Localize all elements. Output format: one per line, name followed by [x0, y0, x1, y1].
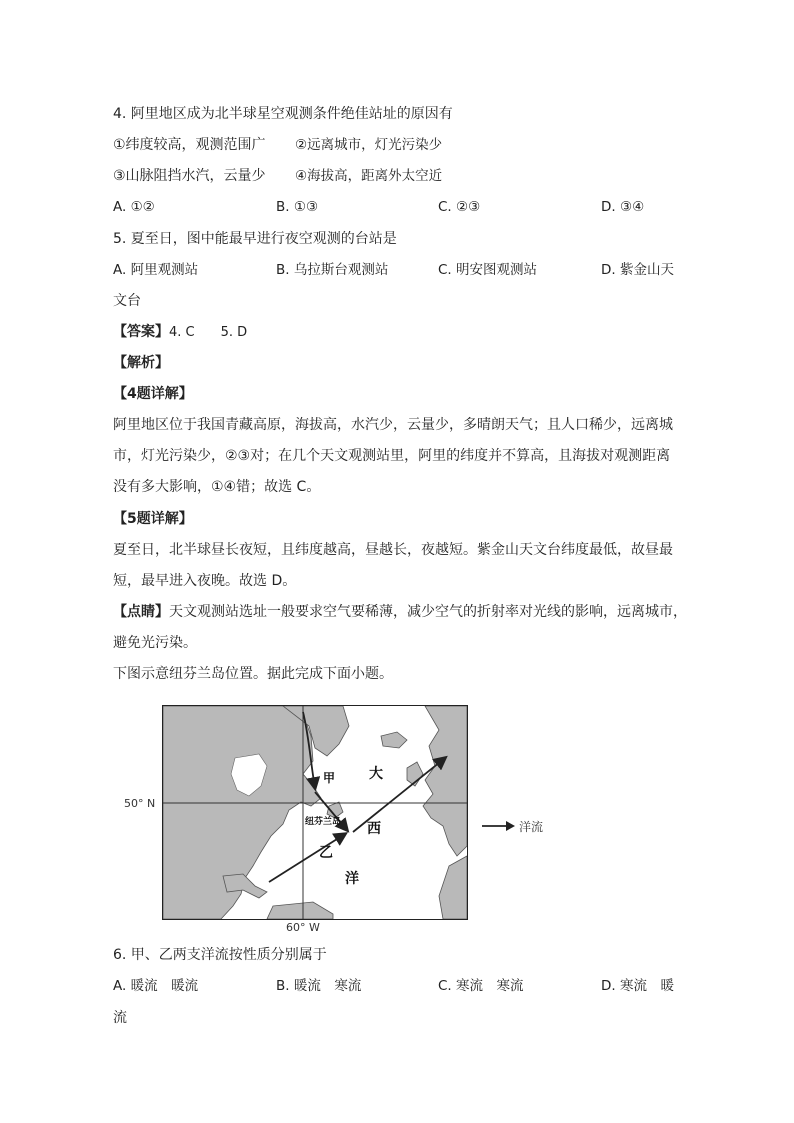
q4-item-2: ②远离城市，灯光污染少 — [295, 137, 443, 153]
answer-text: 4. C 5. D — [169, 325, 248, 340]
tip-text-1: 天文观测站选址一般要求空气要稀薄，减少空气的折射率对光线的影响，远离城市， — [169, 604, 687, 620]
q5-option-b: B. 乌拉斯台观测站 — [276, 262, 389, 278]
map-intro: 下图示意纽芬兰岛位置。据此完成下面小题。 — [113, 666, 393, 682]
map-lat-label: 50° N — [124, 797, 156, 810]
newfoundland-map — [162, 705, 468, 920]
q6-option-d: D. 寒流 暖 — [601, 978, 674, 994]
q5-stem: 5. 夏至日，图中能最早进行夜空观测的台站是 — [113, 231, 397, 247]
map-label-yang: 洋 — [345, 871, 359, 887]
q6-option-b: B. 暖流 寒流 — [276, 978, 362, 994]
q4-detail-label: 【4题详解】 — [113, 386, 193, 402]
map-label-yi: 乙 — [319, 845, 333, 861]
q4-detail-line-2: 市，灯光污染少，②③对；在几个天文观测站里，阿里的纬度并不算高，且海拔对观测距离 — [113, 448, 671, 464]
answer-line — [113, 322, 247, 343]
map-label-xi: 西 — [367, 821, 381, 837]
q6-option-d-wrap: 流 — [113, 1010, 127, 1026]
q4-detail-line-1: 阿里地区位于我国青藏高原，海拔高，水汽少，云量少，多晴朗天气；且人口稀少，远离城 — [113, 417, 673, 433]
iceland-land — [381, 732, 407, 748]
legend-current-arrow-icon — [482, 820, 516, 832]
q4-option-c: C. ②③ — [438, 199, 481, 215]
q4-option-b: B. ①③ — [276, 199, 319, 215]
q4-item-1: ①纬度较高，观测范围广 — [113, 137, 266, 153]
map-label-jia: 甲 — [323, 771, 336, 785]
current-arrow-yi — [269, 834, 345, 882]
q6-option-c: C. 寒流 寒流 — [438, 978, 524, 994]
q4-item-3: ③山脉阻挡水汽，云量少 — [113, 168, 266, 184]
q4-option-a: A. ①② — [113, 199, 155, 215]
analysis-label: 【解析】 — [113, 355, 169, 371]
tip-line-2: 避免光污染。 — [113, 635, 197, 651]
africa-land — [439, 856, 467, 919]
map-lon-label: 60° W — [286, 921, 320, 934]
q5-option-d: D. 紫金山天 — [601, 262, 674, 278]
map-label-da: 大 — [369, 766, 383, 782]
q5-option-d-wrap: 文台 — [113, 293, 141, 309]
q5-option-c: C. 明安图观测站 — [438, 262, 538, 278]
q6-option-a: A. 暖流 暖流 — [113, 978, 199, 994]
q5-detail-line-2: 短，最早进入夜晚。故选 D。 — [113, 573, 297, 589]
legend-current-label: 洋流 — [519, 820, 544, 834]
q4-item-4: ④海拔高，距离外太空近 — [295, 168, 443, 184]
south-america-land — [267, 902, 333, 919]
q4-detail-line-3: 没有多大影响，①④错；故选 C。 — [113, 479, 321, 495]
map-drawing — [163, 706, 467, 919]
tip-label: 【点睛】 — [113, 604, 169, 620]
tip-line-1 — [113, 602, 687, 622]
q5-detail-line-1: 夏至日，北半球昼长夜短，且纬度越高，昼越长，夜越短。紫金山天文台纬度最低，故昼最 — [113, 542, 673, 558]
europe-land — [423, 706, 467, 856]
q5-detail-label: 【5题详解】 — [113, 511, 193, 527]
q5-option-a: A. 阿里观测站 — [113, 262, 199, 278]
q4-option-d: D. ③④ — [601, 199, 645, 215]
answer-label: 【答案】 — [113, 324, 169, 340]
q4-stem: 4. 阿里地区成为北半球星空观测条件绝佳站址的原因有 — [113, 106, 453, 122]
map-label-newfoundland: 纽芬兰岛 — [305, 817, 342, 827]
q6-stem: 6. 甲、乙两支洋流按性质分别属于 — [113, 947, 327, 963]
